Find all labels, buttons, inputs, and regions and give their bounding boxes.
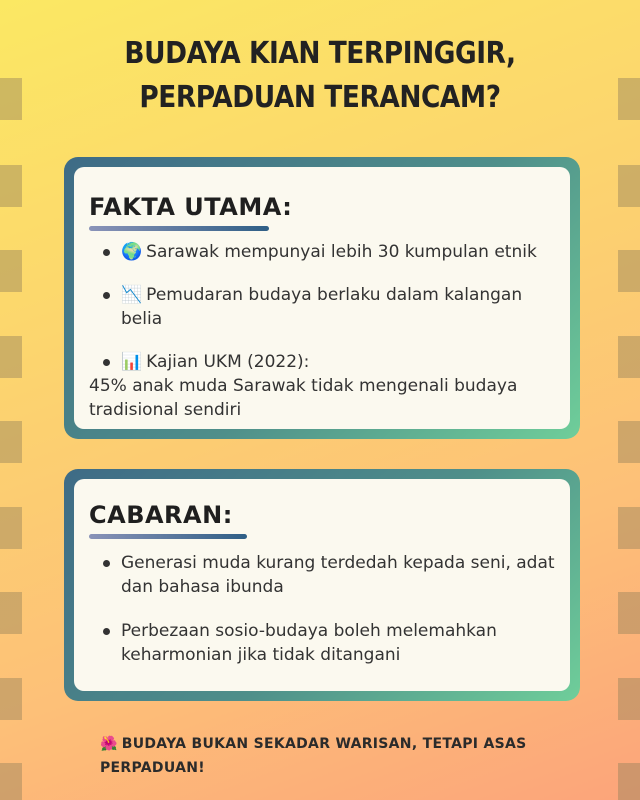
- challenges-card: [64, 469, 580, 701]
- chart-decreasing-icon: 📉: [121, 285, 143, 305]
- page-title: [38, 32, 601, 120]
- globe-icon: 🌍: [121, 242, 143, 262]
- bullet-dot: [103, 249, 110, 256]
- film-hole: [618, 678, 640, 720]
- tagline-text: BUDAYA BUKAN SEKADAR WARISAN, TETAPI ASAS PERPADUAN!: [100, 736, 527, 776]
- title-line-1: BUDAYA KIAN TERPINGGIR,: [124, 36, 516, 71]
- fact-text: Sarawak mempunyai lebih 30 kumpulan etnik: [146, 242, 537, 262]
- key-facts-heading-underline: [89, 226, 269, 231]
- film-hole: [0, 592, 22, 634]
- fact-text: Pemudaran budaya berlaku dalam kalangan belia: [121, 285, 523, 329]
- film-hole: [0, 763, 22, 800]
- film-hole: [0, 678, 22, 720]
- challenges-card-body: [74, 479, 570, 691]
- film-strip-left: [0, 0, 22, 800]
- fact-continuation-text: 45% anak muda Sarawak tidak mengenali budaya tradisional sendiri: [89, 376, 518, 420]
- fact-item: [89, 283, 559, 331]
- film-hole: [618, 592, 640, 634]
- film-hole: [618, 250, 640, 292]
- film-hole: [0, 507, 22, 549]
- key-facts-card: [64, 157, 580, 439]
- film-hole: [618, 421, 640, 463]
- bullet-dot: [103, 560, 110, 567]
- key-facts-heading: FAKTA UTAMA:: [89, 193, 293, 221]
- challenge-item: [89, 619, 559, 667]
- film-hole: [0, 250, 22, 292]
- challenge-item: [89, 551, 559, 599]
- fact-item: [89, 240, 559, 264]
- challenge-text: Perbezaan sosio-budaya boleh melemahkan keharmonian jika tidak ditangani: [121, 621, 497, 665]
- fact-text: Kajian UKM (2022):: [146, 352, 310, 372]
- film-strip-right: [618, 0, 640, 800]
- challenges-heading: CABARAN:: [89, 501, 233, 529]
- film-hole: [618, 165, 640, 207]
- fact-item: [89, 350, 559, 422]
- film-hole: [0, 165, 22, 207]
- film-hole: [0, 336, 22, 378]
- tagline: [100, 732, 560, 780]
- film-hole: [0, 78, 22, 120]
- bullet-dot: [103, 292, 110, 299]
- film-hole: [618, 78, 640, 120]
- bullet-dot: [103, 359, 110, 366]
- film-hole: [618, 507, 640, 549]
- bar-chart-icon: 📊: [121, 352, 143, 372]
- film-hole: [618, 763, 640, 800]
- bullet-dot: [103, 628, 110, 635]
- film-hole: [618, 336, 640, 378]
- challenges-heading-underline: [89, 534, 247, 539]
- flower-icon: 🌺: [100, 736, 118, 752]
- key-facts-card-body: [74, 167, 570, 429]
- challenge-text: Generasi muda kurang terdedah kepada seni, adat dan bahasa ibunda: [121, 553, 555, 597]
- film-hole: [0, 421, 22, 463]
- title-line-2: PERPADUAN TERANCAM?: [139, 80, 501, 115]
